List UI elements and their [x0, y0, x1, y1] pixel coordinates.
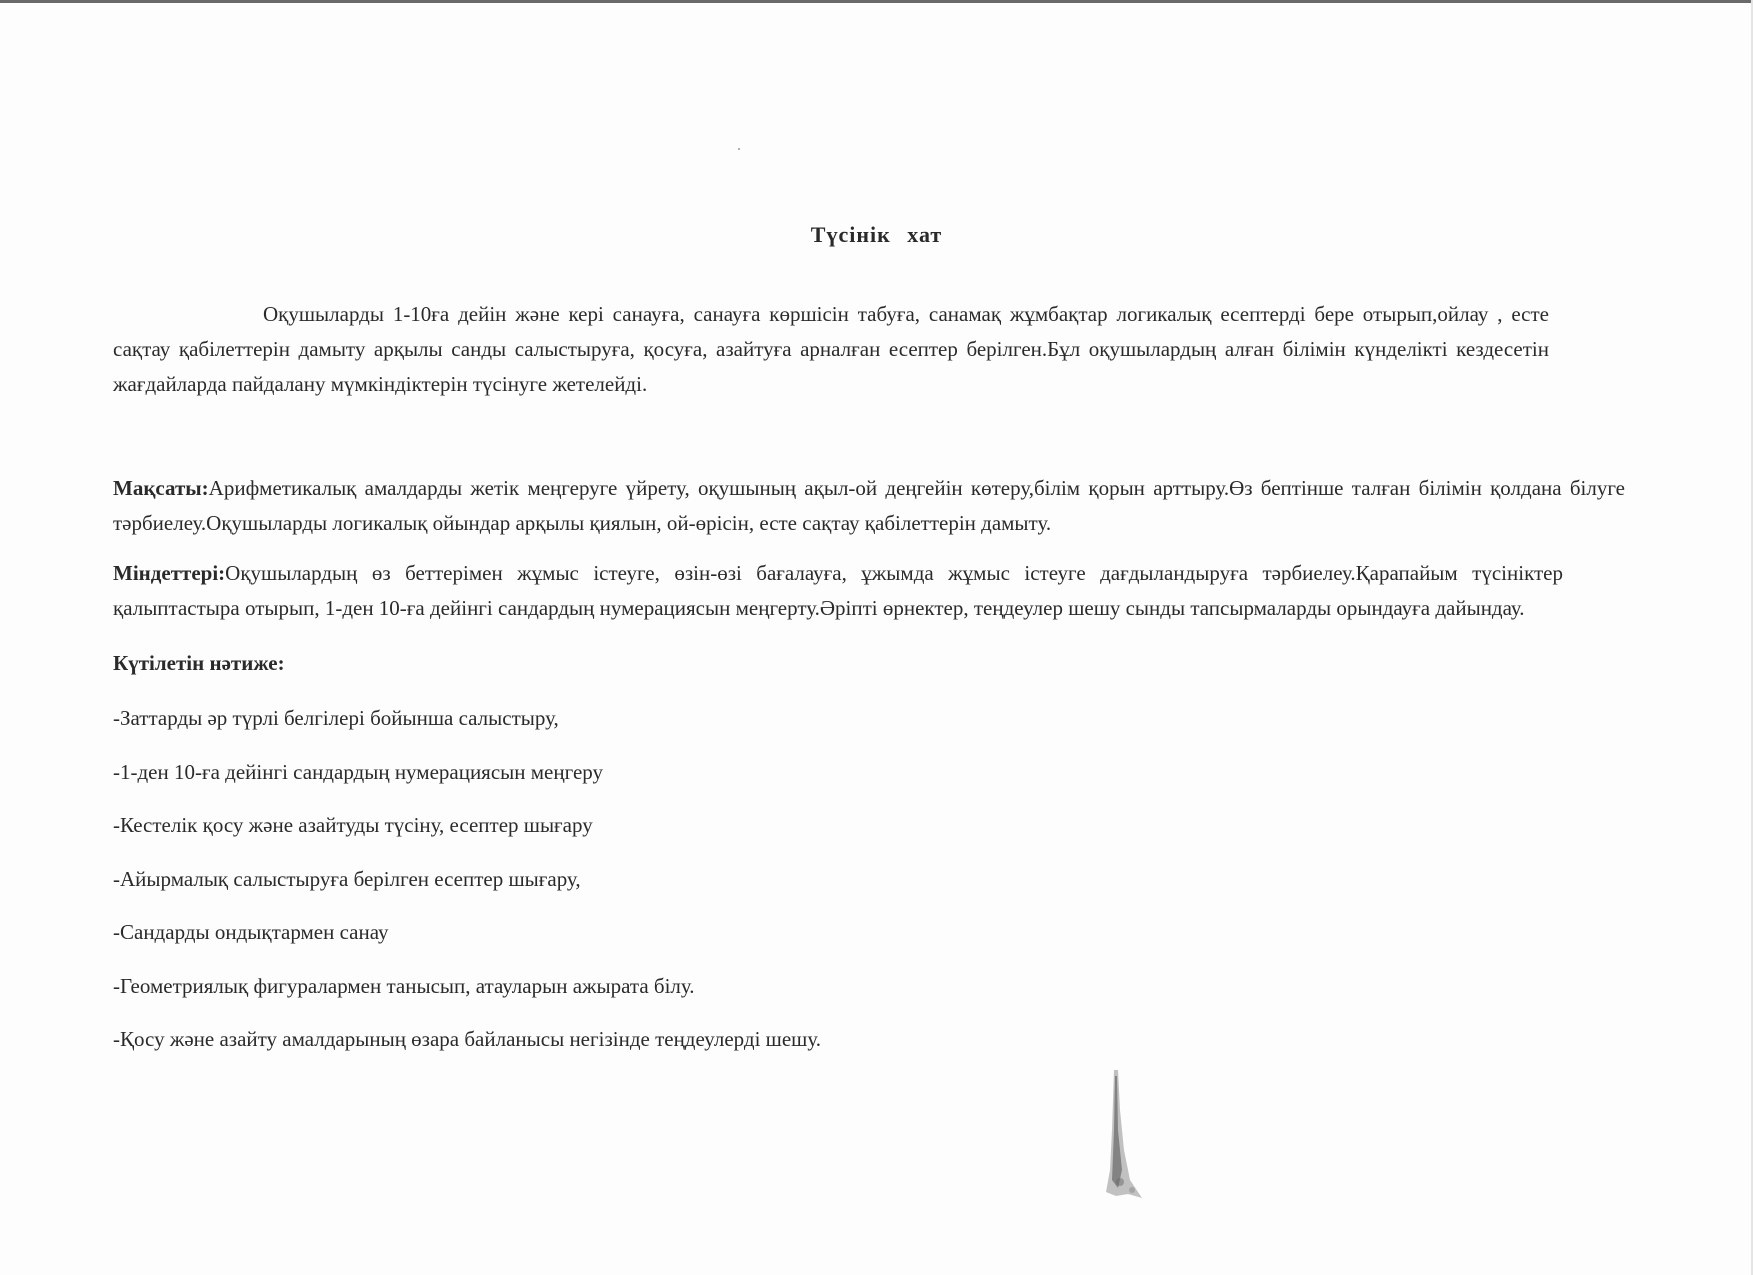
intro-paragraph: Оқушыларды 1-10ға дейін және кері санауға, санауға көршісін табуға, санамақ жұмбақтар логикалық есептерді бере отырып,ойлау , есте сақтау қабілеттерін дамыту арқылы санды салыстыруға, қосуға, азайтуға арналған есептер берілген.Бұл оқушылардың алған білімін күнделікті кездесетін жағдайларда пайдалану мүмкіндіктерін түсінуге жетелейді.	[113, 302, 1549, 396]
scan-speck	[738, 148, 740, 150]
goals-label: Мақсаты:	[113, 476, 209, 500]
result-item-1: -Заттарды әр түрлі белгілері бойынша салыстыру,	[113, 706, 559, 730]
result-item-2: -1-ден 10-ға дейінгі сандардың нумерациясын меңгеру	[113, 759, 603, 784]
result-item-7: -Қосу және азайту амалдарының өзара байланысы негізінде теңдеулерді шешу.	[113, 1027, 821, 1051]
result-item-4: -Айырмалық салыстыруға берілген есептер шығару,	[113, 866, 581, 891]
result-item-6: -Геометриялық фигуралармен танысып, атауларын ажырата білу.	[113, 973, 695, 998]
goals-paragraph	[113, 471, 1625, 541]
result-item-3: -Кестелік қосу және азайтуды түсіну, есептер шығару	[113, 813, 593, 837]
results-heading: Күтілетін нәтиже:	[113, 651, 285, 675]
document-title: Түсінік хат	[810, 222, 943, 247]
results-list	[113, 703, 821, 1078]
scan-smudge-mark	[1098, 1070, 1158, 1200]
result-item-5: -Сандарды ондықтармен санау	[113, 920, 389, 944]
goals-text: Арифметикалық амалдарды жетік меңгеруге үйрету, оқушының ақыл-ой деңгейін көтеру,білім қорын арттыру.Өз бептінше талған білімін қолдана білуге тәрбиелеу.Оқушыларды логикалық ойындар арқылы қиялын, ой-өрісін, есте сақтау қабілеттерін дамыту.	[113, 476, 1625, 535]
tasks-label: Міндеттері:	[113, 561, 226, 585]
tasks-paragraph	[113, 556, 1563, 626]
tasks-text: Оқушылардың өз беттерімен жұмыс істеуге, өзін-өзі бағалауға, ұжымда жұмыс істеуге дағдыландыруға тәрбиелеу.Қарапайым түсініктер қалыптастыра отырып, 1-ден 10-ға дейінгі сандардың нумерациясын меңгерту.Әріпті өрнектер, теңдеулер шешу сынды тапсырмаларды орындауға дайындау.	[113, 561, 1563, 620]
scan-edge-top	[0, 0, 1753, 3]
